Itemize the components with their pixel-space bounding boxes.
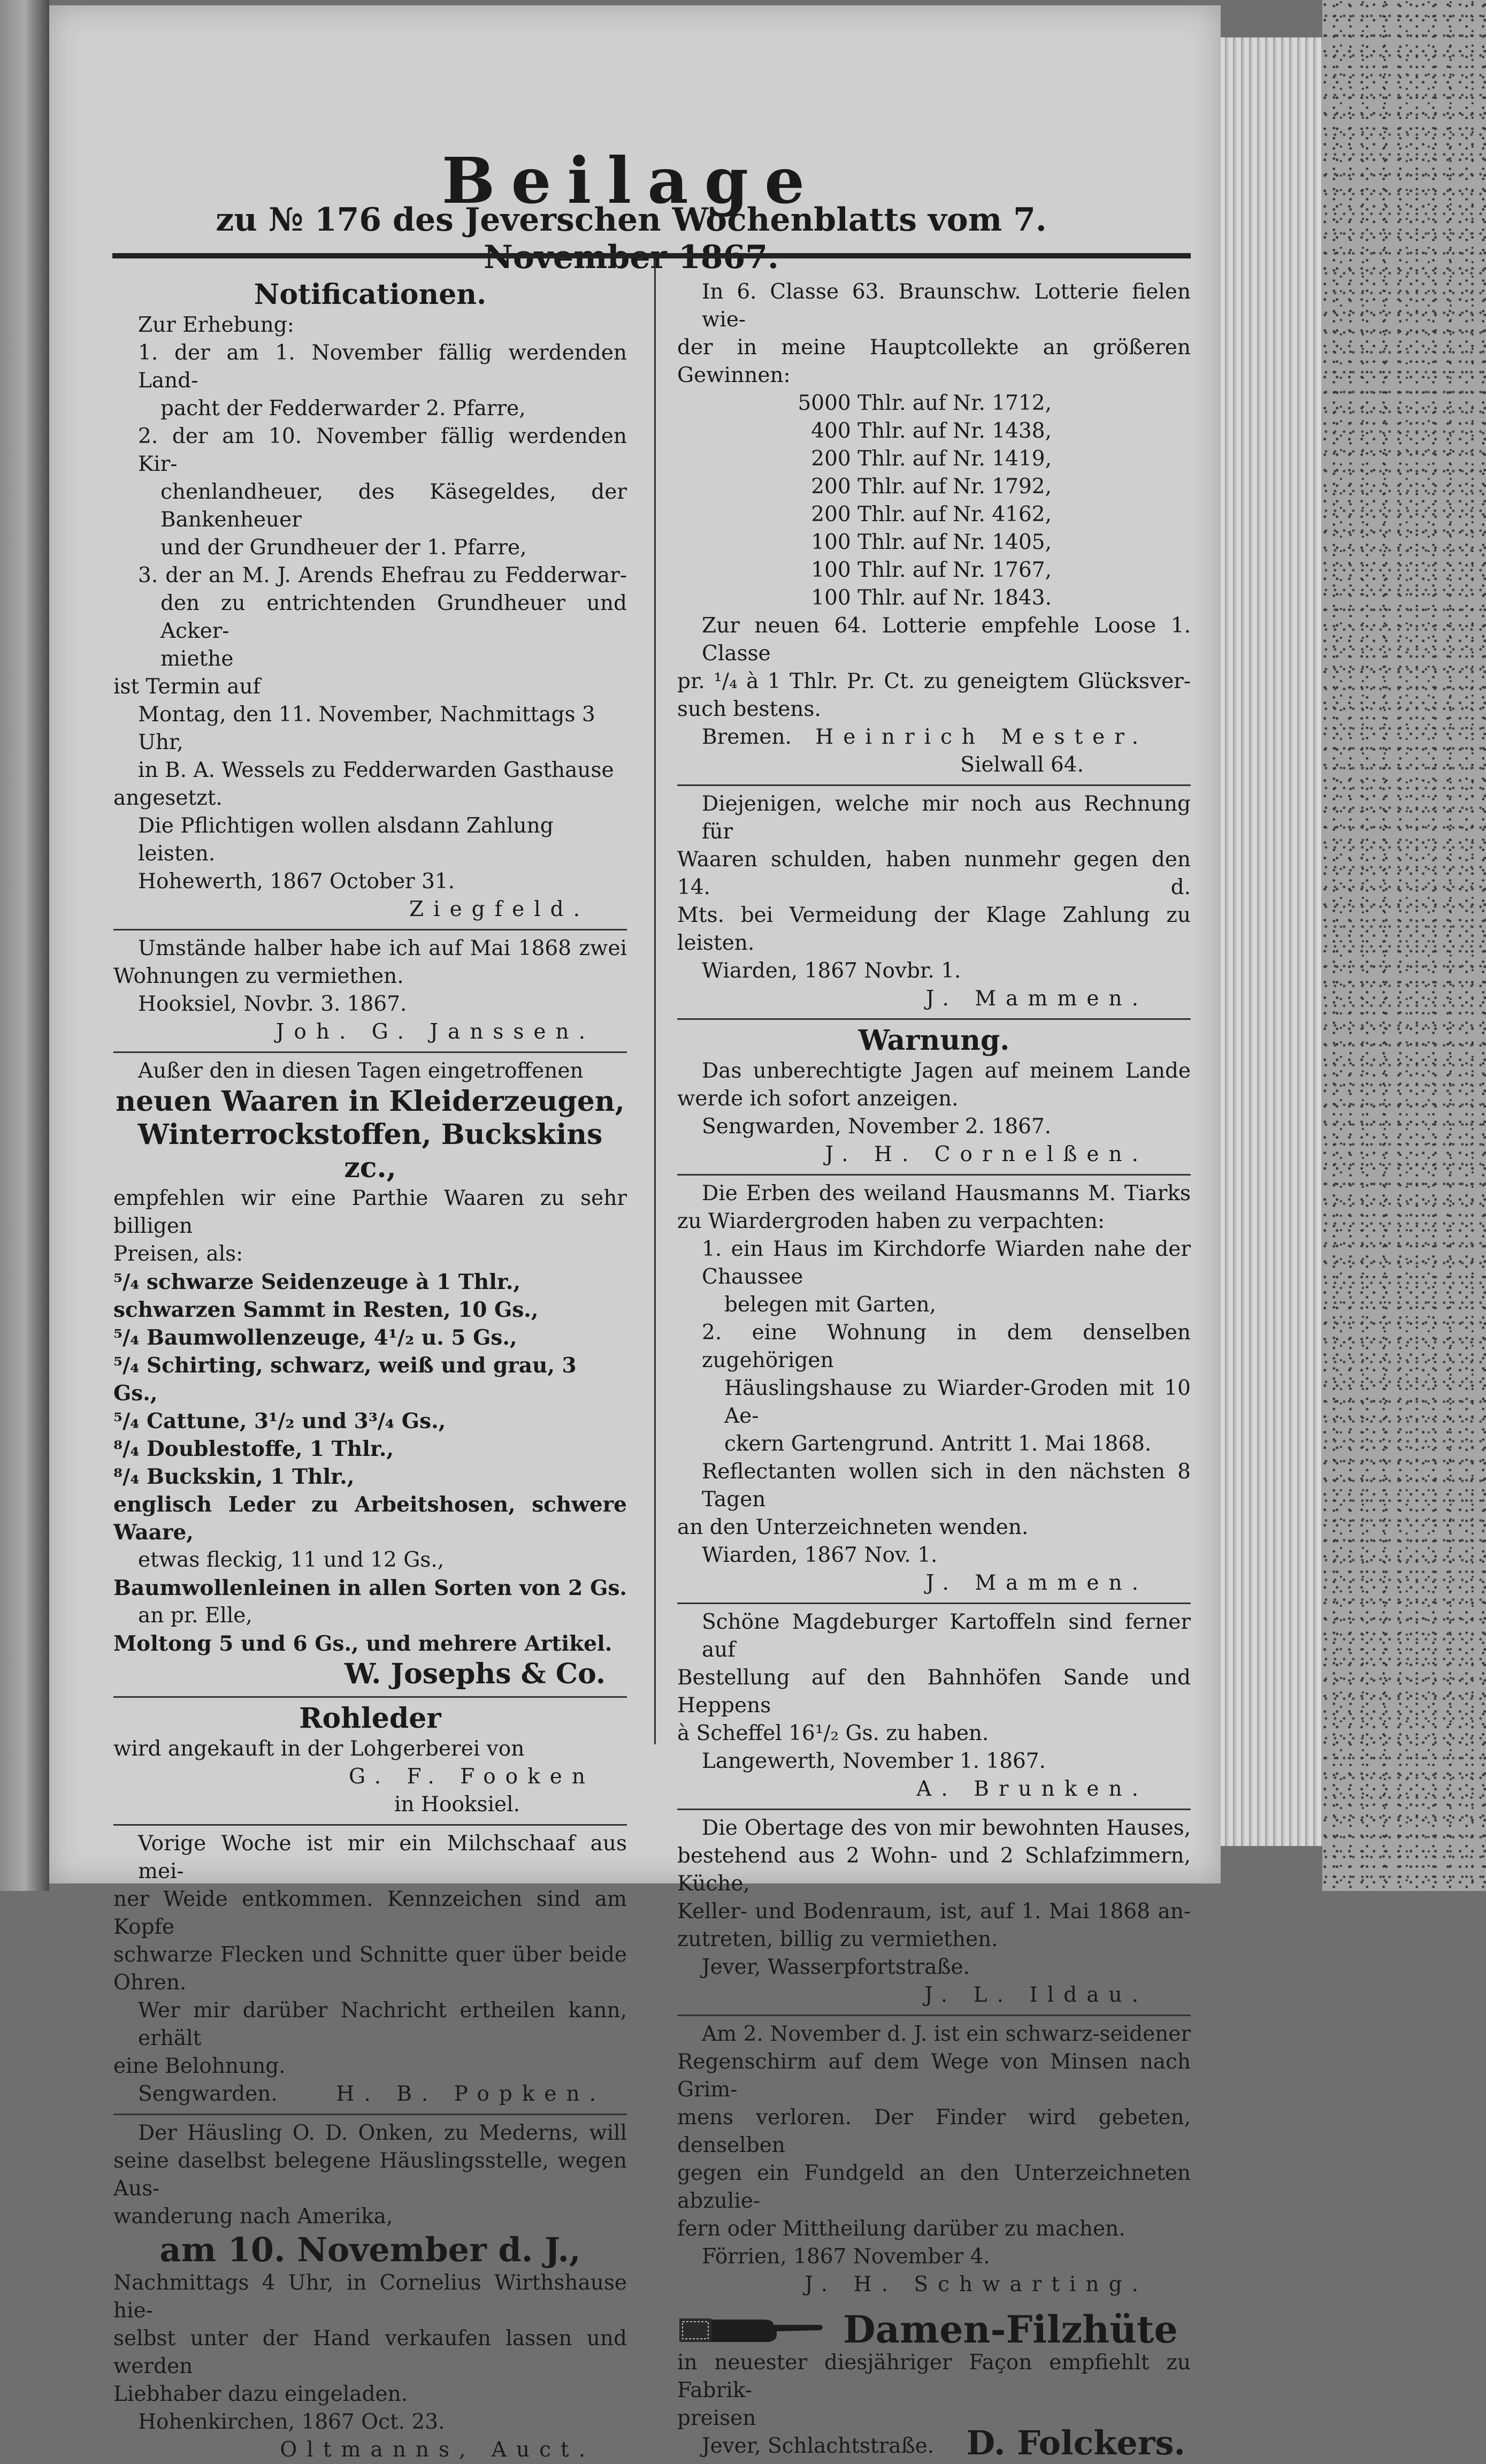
onken-date: am 10. November d. J., xyxy=(159,2230,581,2269)
regenschirm-line: Am 2. November d. J. ist ein schwarz-seidener xyxy=(702,2022,1191,2046)
lotterie-address: Sielwall 64. xyxy=(960,753,1084,777)
onken-line: seine daselbst belegene Häuslingsstelle, wegen Aus- xyxy=(113,2149,627,2201)
separator xyxy=(677,784,1191,786)
notif-line: Zur Erhebung: xyxy=(138,313,294,337)
waaren-line: empfehlen wir eine Parthie Waaren zu sehr billigen xyxy=(113,1186,627,1238)
schaaf-line: schwarze Flecken und Schnitte quer über beide Ohren. xyxy=(113,1943,627,1995)
lotterie-prize: 200 Thlr. auf Nr. 1792, xyxy=(811,475,1052,499)
waaren-item: ⁵/₄ schwarze Seidenzeuge à 1 Thlr., xyxy=(113,1270,521,1294)
lotterie-prize: 200 Thlr. auf Nr. 4162, xyxy=(811,502,1052,527)
notif-signature: Ziegfeld. xyxy=(409,897,589,921)
rechnung-line: Diejenigen, welche mir noch aus Rechnung für xyxy=(702,792,1191,844)
lotterie-place-line xyxy=(677,723,1191,751)
schaaf-line: Wer mir darüber Nachricht ertheilen kann, erhält xyxy=(138,1998,627,2050)
left-column xyxy=(113,278,627,2464)
waaren-item: ⁸/₄ Buckskin, 1 Thlr., xyxy=(113,1464,355,1489)
notif-line: ist Termin auf xyxy=(113,675,261,699)
header-rule xyxy=(112,253,1191,258)
filzhuete-sign-line xyxy=(677,2423,1191,2462)
wohnung-line: Umstände halber habe ich auf Mai 1868 zwei xyxy=(138,936,627,960)
schaaf-place-line xyxy=(113,2080,627,2108)
book-cover xyxy=(1322,0,1486,1891)
separator xyxy=(677,2015,1191,2016)
tiarks-line: zu Wiardergroden haben zu verpachten: xyxy=(677,1209,1105,1233)
lotterie-line: Zur neuen 64. Lotterie empfehle Loose 1. Classe xyxy=(702,614,1191,666)
onken-signature: Oltmanns, Auct. xyxy=(280,2438,595,2462)
notif-line: angesetzt. xyxy=(113,786,223,810)
schaaf-line: eine Belohnung. xyxy=(113,2054,286,2078)
onken-line: Nachmittags 4 Uhr, in Cornelius Wirthshause hie- xyxy=(113,2271,627,2323)
separator xyxy=(113,1824,627,1826)
kartoffeln-line: Langewerth, November 1. 1867. xyxy=(702,1749,1046,1773)
notif-line: in B. A. Wessels zu Fedderwarden Gasthause xyxy=(138,758,614,782)
column-divider xyxy=(654,260,656,1744)
rechnung-line: Waaren schulden, haben nunmehr gegen den 14. d. xyxy=(677,848,1191,899)
filzhuete-place: Jever, Schlachtstraße. xyxy=(702,2434,935,2458)
obertage-line: Keller- und Bodenraum, ist, auf 1. Mai 1868 an- xyxy=(677,1900,1191,1924)
lotterie-place: Bremen. xyxy=(702,725,792,749)
kartoffeln-line: à Scheffel 16¹/₂ Gs. zu haben. xyxy=(677,1721,989,1745)
page-title: Beilage xyxy=(441,143,821,218)
onken-line: Der Häusling O. D. Onken, zu Mederns, will xyxy=(138,2121,627,2145)
rechnung-line: Mts. bei Vermeidung der Klage Zahlung zu leisten. xyxy=(677,903,1191,955)
waaren-heading: neuen Waaren in Kleiderzeugen, xyxy=(116,1085,625,1118)
separator xyxy=(677,1603,1191,1604)
lotterie-prize: 100 Thlr. auf Nr. 1405, xyxy=(811,530,1052,554)
schaaf-place: Sengwarden. xyxy=(138,2082,278,2106)
regenschirm-signature: J. H. Schwarting. xyxy=(805,2272,1148,2297)
waaren-item: etwas fleckig, 11 und 12 Gs., xyxy=(138,1548,445,1572)
separator xyxy=(113,1696,627,1698)
notif-line: miethe xyxy=(160,647,234,671)
tiarks-line: ckern Gartengrund. Antritt 1. Mai 1868. xyxy=(724,1432,1152,1456)
lotterie-prize: 100 Thlr. auf Nr. 1843. xyxy=(811,586,1052,610)
waaren-item: ⁵/₄ Baumwollenzeuge, 4¹/₂ u. 5 Gs., xyxy=(113,1325,517,1350)
filzhuete-line: preisen xyxy=(677,2406,756,2430)
tiarks-line: an den Unterzeichneten wenden. xyxy=(677,1515,1029,1539)
regenschirm-line: mens verloren. Der Finder wird gebeten, denselben xyxy=(677,2106,1191,2157)
wohnung-line: Wohnungen zu vermiethen. xyxy=(113,964,404,988)
filzhuete-heading-row xyxy=(677,2307,1191,2352)
notif-line: pacht der Fedderwarder 2. Pfarre, xyxy=(160,396,526,421)
lotterie-line: pr. ¹/₄ à 1 Thlr. Pr. Ct. zu geneigtem Glücksver- xyxy=(677,669,1191,693)
waaren-item: Baumwollenleinen in allen Sorten von 2 Gs. xyxy=(113,1576,627,1600)
tiarks-line: Wiarden, 1867 Nov. 1. xyxy=(702,1543,938,1567)
tiarks-line: 1. ein Haus im Kirchdorfe Wiarden nahe der Chaussee xyxy=(702,1237,1191,1289)
separator xyxy=(113,929,627,930)
warnung-line: Sengwarden, November 2. 1867. xyxy=(702,1115,1052,1139)
schaaf-line: ner Weide entkommen. Kennzeichen sind am Kopfe xyxy=(113,1887,627,1939)
warnung-heading: Warnung. xyxy=(858,1024,1010,1057)
tiarks-signature: J. Mammen. xyxy=(925,1571,1148,1595)
waaren-item: ⁵/₄ Cattune, 3¹/₂ und 3³/₄ Gs., xyxy=(113,1409,446,1433)
lotterie-prize: 5000 Thlr. auf Nr. 1712, xyxy=(798,391,1052,415)
left-page-strip xyxy=(0,0,49,1891)
wohnung-signature: Joh. G. Janssen. xyxy=(275,1020,595,1044)
waaren-item: schwarzen Sammt in Resten, 10 Gs., xyxy=(113,1298,539,1322)
rohleder-heading: Rohleder xyxy=(299,1702,441,1735)
waaren-item: ⁸/₄ Doublestoffe, 1 Thlr., xyxy=(113,1437,394,1461)
rohleder-signature: G. F. Fooken xyxy=(348,1765,595,1789)
regenschirm-line: Förrien, 1867 November 4. xyxy=(702,2245,990,2269)
waaren-item: englisch Leder zu Arbeitshosen, schwere Waare, xyxy=(113,1492,627,1545)
warnung-line: Das unberechtigte Jagen auf meinem Lande xyxy=(702,1059,1191,1083)
rechnung-line: Wiarden, 1867 Novbr. 1. xyxy=(702,959,961,983)
schaaf-line: Vorige Woche ist mir ein Milchschaaf aus mei- xyxy=(138,1832,627,1883)
page-edges xyxy=(1221,37,1322,1846)
notif-line: chenlandheuer, des Käsegeldes, der Bankenheuer xyxy=(160,480,627,532)
rohleder-place: in Hooksiel. xyxy=(394,1792,520,1817)
filzhuete-heading: Damen-Filzhüte xyxy=(843,2307,1178,2352)
wohnung-line: Hooksiel, Novbr. 3. 1867. xyxy=(138,992,407,1016)
obertage-line: Die Obertage des von mir bewohnten Hauses, xyxy=(702,1816,1191,1840)
notif-line: Montag, den 11. November, Nachmittags 3 Uhr, xyxy=(138,703,595,754)
obertage-line: Jever, Wasserpfortstraße. xyxy=(702,1955,970,1979)
notif-line: Hohewerth, 1867 October 31. xyxy=(138,869,455,894)
separator xyxy=(113,2114,627,2115)
separator xyxy=(677,1809,1191,1810)
tiarks-line: Reflectanten wollen sich in den nächsten 8 Tagen xyxy=(702,1460,1191,1512)
separator xyxy=(113,1051,627,1053)
separator xyxy=(677,1174,1191,1176)
tiarks-line: 2. eine Wohnung in dem denselben zugehörigen xyxy=(702,1321,1191,1372)
right-column xyxy=(677,278,1191,2460)
lotterie-prize: 200 Thlr. auf Nr. 1419, xyxy=(811,447,1052,471)
notif-line: und der Grundheuer der 1. Pfarre, xyxy=(160,536,527,560)
onken-line: wanderung nach Amerika, xyxy=(113,2204,393,2229)
filzhuete-line: in neuester diesjähriger Façon empfiehlt zu Fabrik- xyxy=(677,2351,1191,2402)
rechnung-signature: J. Mammen. xyxy=(925,987,1148,1011)
separator xyxy=(677,1018,1191,1020)
schaaf-signature: H. B. Popken. xyxy=(336,2082,606,2106)
warnung-line: werde ich sofort anzeigen. xyxy=(677,1087,959,1111)
pointing-hand-icon xyxy=(677,2311,827,2348)
lotterie-line: In 6. Classe 63. Braunschw. Lotterie fielen wie- xyxy=(702,280,1191,332)
obertage-signature: J. L. Ildau. xyxy=(924,1983,1148,2007)
waaren-line: Außer den in diesen Tagen eingetroffenen xyxy=(138,1059,584,1083)
tiarks-line: belegen mit Garten, xyxy=(724,1293,936,1317)
regenschirm-line: fern oder Mittheilung darüber zu machen. xyxy=(677,2217,1125,2241)
onken-line: Hohenkirchen, 1867 Oct. 23. xyxy=(138,2410,445,2434)
lotterie-prize: 100 Thlr. auf Nr. 1767, xyxy=(811,558,1052,582)
lotterie-signature: Heinrich Mester. xyxy=(815,725,1148,749)
notif-line: den zu entrichtenden Grundheuer und Acker- xyxy=(160,591,627,643)
onken-line: Liebhaber dazu eingeladen. xyxy=(113,2382,408,2406)
kartoffeln-line: Bestellung auf den Bahnhöfen Sande und Heppens xyxy=(677,1666,1191,1718)
waaren-item: an pr. Elle, xyxy=(138,1604,252,1628)
waaren-item: Moltong 5 und 6 Gs., und mehrere Artikel. xyxy=(113,1631,612,1656)
notif-line: 1. der am 1. November fällig werdenden Land- xyxy=(138,341,627,393)
tiarks-line: Häuslingshause zu Wiarder-Groden mit 10 Ae- xyxy=(724,1376,1191,1428)
obertage-line: bestehend aus 2 Wohn- und 2 Schlafzimmern, Küche, xyxy=(677,1844,1191,1896)
onken-line: selbst unter der Hand verkaufen lassen und werden xyxy=(113,2326,627,2378)
waaren-signature: W. Josephs & Co. xyxy=(344,1658,606,1690)
notif-heading: Notificationen. xyxy=(254,278,487,311)
notif-line: 3. der an M. J. Arends Ehefrau zu Fedderwar- xyxy=(138,563,627,588)
waaren-line: Preisen, als: xyxy=(113,1242,243,1266)
lotterie-line: der in meine Hauptcollekte an größeren Gewinnen: xyxy=(677,335,1191,387)
notif-line: 2. der am 10. November fällig werdenden Kir- xyxy=(138,424,627,476)
obertage-line: zutreten, billig zu vermiethen. xyxy=(677,1927,998,1951)
notif-line: Die Pflichtigen wollen alsdann Zahlung leisten. xyxy=(138,814,554,866)
kartoffeln-line: Schöne Magdeburger Kartoffeln sind ferner auf xyxy=(702,1610,1191,1662)
waaren-item: ⁵/₄ Schirting, schwarz, weiß und grau, 3 Gs., xyxy=(113,1353,577,1406)
lotterie-line: such bestens. xyxy=(677,697,821,721)
tiarks-line: Die Erben des weiland Hausmanns M. Tiarks xyxy=(702,1181,1191,1206)
regenschirm-line: gegen ein Fundgeld an den Unterzeichneten abzulie- xyxy=(677,2161,1191,2213)
regenschirm-line: Regenschirm auf dem Wege von Minsen nach Grim- xyxy=(677,2050,1191,2102)
kartoffeln-signature: A. Brunken. xyxy=(916,1777,1148,1801)
warnung-signature: J. H. Cornelßen. xyxy=(825,1142,1148,1166)
lotterie-prize: 400 Thlr. auf Nr. 1438, xyxy=(811,419,1052,443)
page-subtitle: zu № 176 des Jeverschen Wochenblatts vom 7. xyxy=(216,201,1047,239)
waaren-heading: Winterrockstoffen, Buckskins zc., xyxy=(137,1118,603,1184)
filzhuete-signature: D. Folckers. xyxy=(966,2423,1185,2462)
rohleder-line: wird angekauft in der Lohgerberei von xyxy=(113,1737,525,1761)
